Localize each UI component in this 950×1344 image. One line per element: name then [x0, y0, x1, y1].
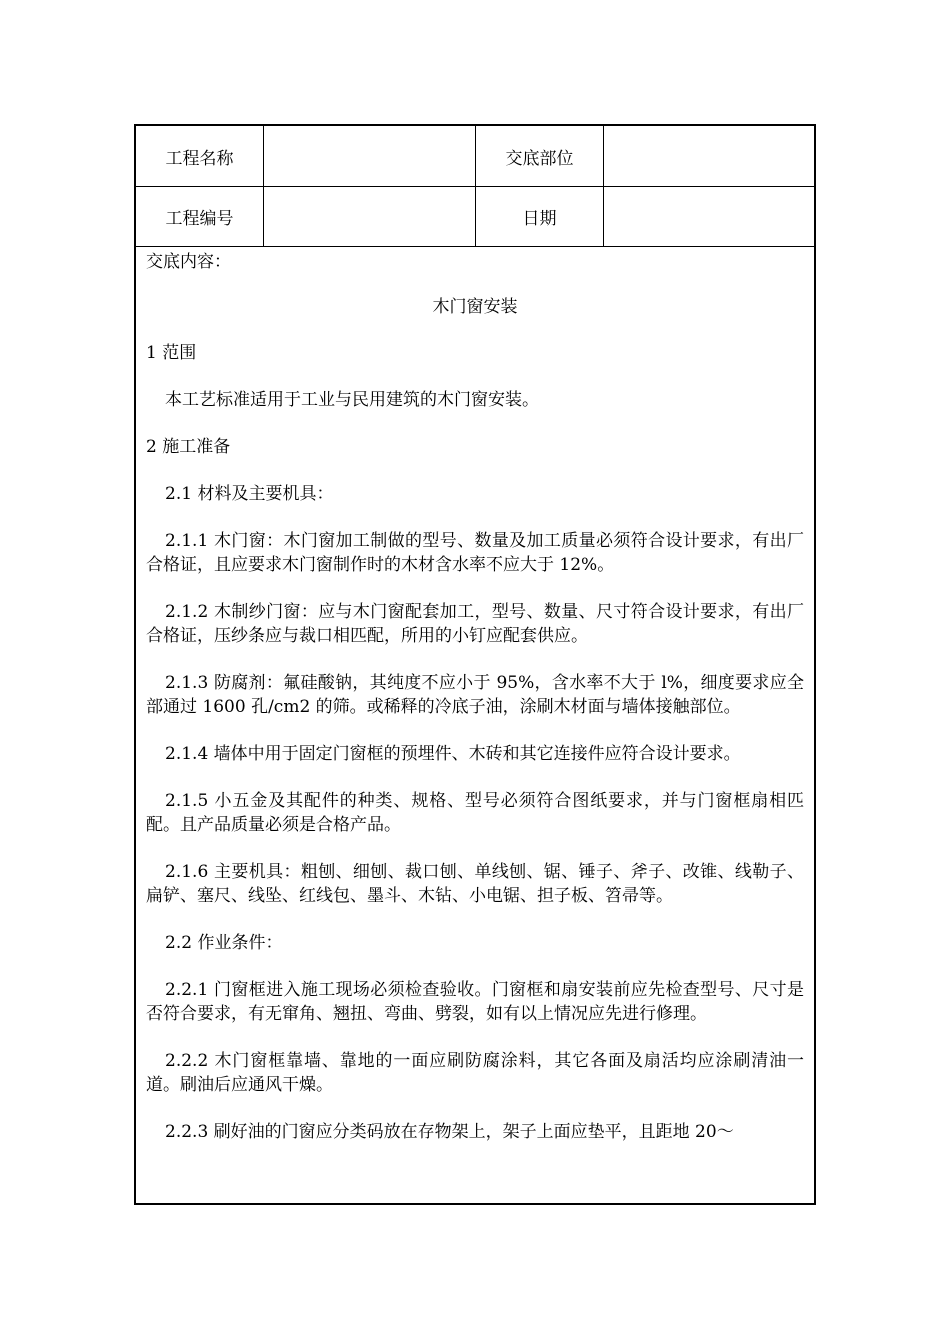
paragraph: 2.1.1 木门窗：木门窗加工制做的型号、数量及加工质量必须符合设计要求，有出厂合格证，且应要求木门窗制作时的木材含水率不应大于 12%。: [146, 531, 804, 575]
document-title: 木门窗安装: [432, 297, 518, 317]
paragraph: 2.1.2 木制纱门窗：应与木门窗配套加工，型号、数量、尺寸符合设计要求，有出厂合格证，压纱条应与裁口相匹配，所用的小钉应配套供应。: [146, 602, 804, 646]
subsection-heading: 2.1 材料及主要机具：: [165, 484, 334, 504]
paragraph: 2.2.2 木门窗框靠墙、靠地的一面应刷防腐涂料，其它各面及扇活均应涂刷清油一道。刷油后应通风干燥。: [146, 1051, 804, 1095]
subsection-heading: 2.2 作业条件：: [165, 933, 283, 953]
project-number-value[interactable]: [264, 186, 476, 246]
paragraph: 2.1.5 小五金及其配件的种类、规格、型号必须符合图纸要求，并与门窗框扇相匹配。且产品质量必须是合格产品。: [146, 791, 804, 835]
disclosure-location-label: 交底部位: [476, 126, 604, 186]
header-row-project-name: [136, 126, 814, 187]
paragraph: 2.2.3 刷好油的门窗应分类码放在存物架上，架子上面应垫平，且距地 20～: [165, 1122, 734, 1142]
header-row-project-number: [136, 186, 814, 247]
paragraph: 本工艺标准适用于工业与民用建筑的木门窗安装。: [165, 390, 539, 410]
paragraph: 2.1.6 主要机具：粗刨、细刨、裁口刨、单线刨、锯、锤子、斧子、改锥、线勒子、扁铲、塞尺、线坠、红线包、墨斗、木钻、小电锯、担子板、笤帚等。: [146, 862, 804, 906]
date-label: 日期: [476, 186, 604, 246]
project-number-label: 工程编号: [136, 186, 264, 246]
project-name-label: 工程名称: [136, 126, 264, 186]
section-heading: 1 范围: [146, 343, 197, 363]
date-value[interactable]: [604, 186, 814, 246]
paragraph: 2.1.3 防腐剂：氟硅酸钠，其纯度不应小于 95%，含水率不大于 l%，细度要求应全部通过 1600 孔/cm2 的筛。或稀释的冷底子油，涂刷木材面与墙体接触部位。: [146, 673, 804, 717]
paragraph: 2.2.1 门窗框进入施工现场必须检查验收。门窗框和扇安装前应先检查型号、尺寸是否符合要求，有无窜角、翘扭、弯曲、劈裂，如有以上情况应先进行修理。: [146, 980, 804, 1024]
paragraph: 2.1.4 墙体中用于固定门窗框的预埋件、木砖和其它连接件应符合设计要求。: [165, 744, 741, 764]
disclosure-form: [134, 124, 816, 1205]
disclosure-location-value[interactable]: [604, 126, 814, 186]
section-heading: 2 施工准备: [146, 437, 231, 457]
disclosure-content: [136, 246, 814, 1203]
content-label: 交底内容：: [146, 252, 231, 272]
project-name-value[interactable]: [264, 126, 476, 186]
